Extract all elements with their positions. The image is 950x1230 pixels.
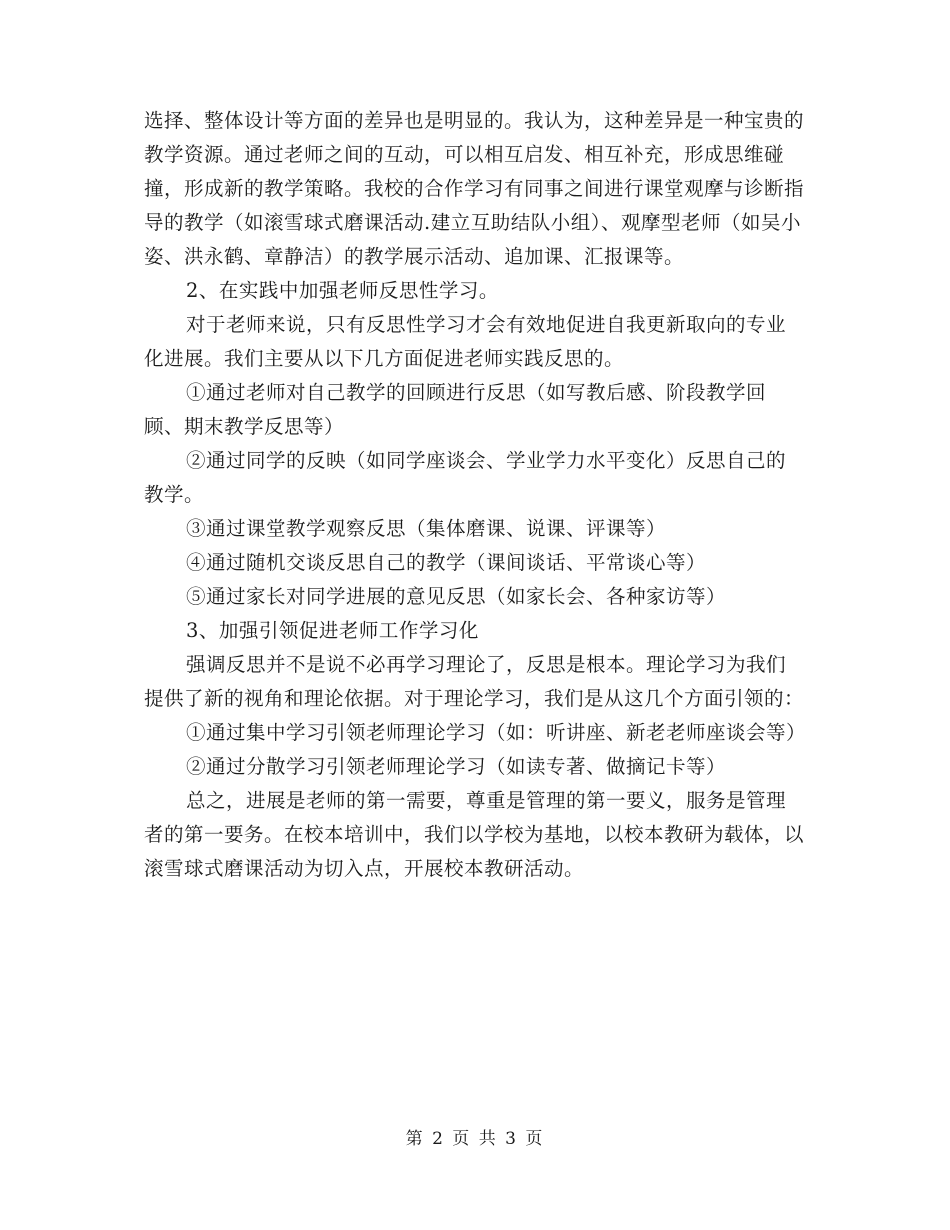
paragraph-6: ③通过课堂教学观察反思（集体磨课、说课、评课等） bbox=[186, 517, 667, 540]
paragraph-4: ①通过老师对自己教学的回顾进行反思（如写教后感、阶段教学回顾、期末教学反思等） bbox=[144, 381, 767, 438]
paragraph-12: ②通过分散学习引领老师理论学习（如读专著、做摘记卡等） bbox=[186, 755, 727, 778]
page-number-footer: 第 2 页 共 3 页 bbox=[405, 1129, 545, 1149]
document-body bbox=[144, 104, 807, 886]
paragraph-10: 强调反思并不是说不必再学习理论了，反思是根本。理论学习为我们提供了新的视角和理论依据。对于理论学习，我们是从这几个方面引领的： bbox=[144, 653, 805, 710]
paragraph-7: ④通过随机交谈反思自己的教学（课间谈话、平常谈心等） bbox=[186, 551, 707, 574]
paragraph-2: 2、在实践中加强老师反思性学习。 bbox=[186, 279, 499, 302]
paragraph-3: 对于老师来说，只有反思性学习才会有效地促进自我更新取向的专业化进展。我们主要从以下几方面促进老师实践反思的。 bbox=[144, 313, 787, 370]
paragraph-13: 总之，进展是老师的第一需要，尊重是管理的第一要义，服务是管理者的第一要务。在校本培训中，我们以学校为基地，以校本教研为载体，以滚雪球式磨课活动为切入点，开展校本教研活动。 bbox=[144, 789, 805, 880]
paragraph-1: 选择、整体设计等方面的差异也是明显的。我认为，这种差异是一种宝贵的教学资源。通过老师之间的互动，可以相互启发、相互补充，形成思维碰撞，形成新的教学策略。我校的合作学习有同事之间进行课堂观摩与诊断指导的教学（如滚雪球式磨课活动.建立互助结队小组）、观摩型老师（如吴小姿、洪永鹤、章静洁）的教学展示活动、追加课、汇报课等。 bbox=[144, 109, 805, 268]
paragraph-5: ②通过同学的反映（如同学座谈会、学业学力水平变化）反思自己的教学。 bbox=[144, 449, 787, 506]
paragraph-8: ⑤通过家长对同学进展的意见反思（如家长会、各种家访等） bbox=[186, 585, 727, 608]
paragraph-9: 3、加强引领促进老师工作学习化 bbox=[186, 619, 479, 642]
paragraph-11: ①通过集中学习引领老师理论学习（如：听讲座、新老老师座谈会等） bbox=[186, 721, 807, 744]
